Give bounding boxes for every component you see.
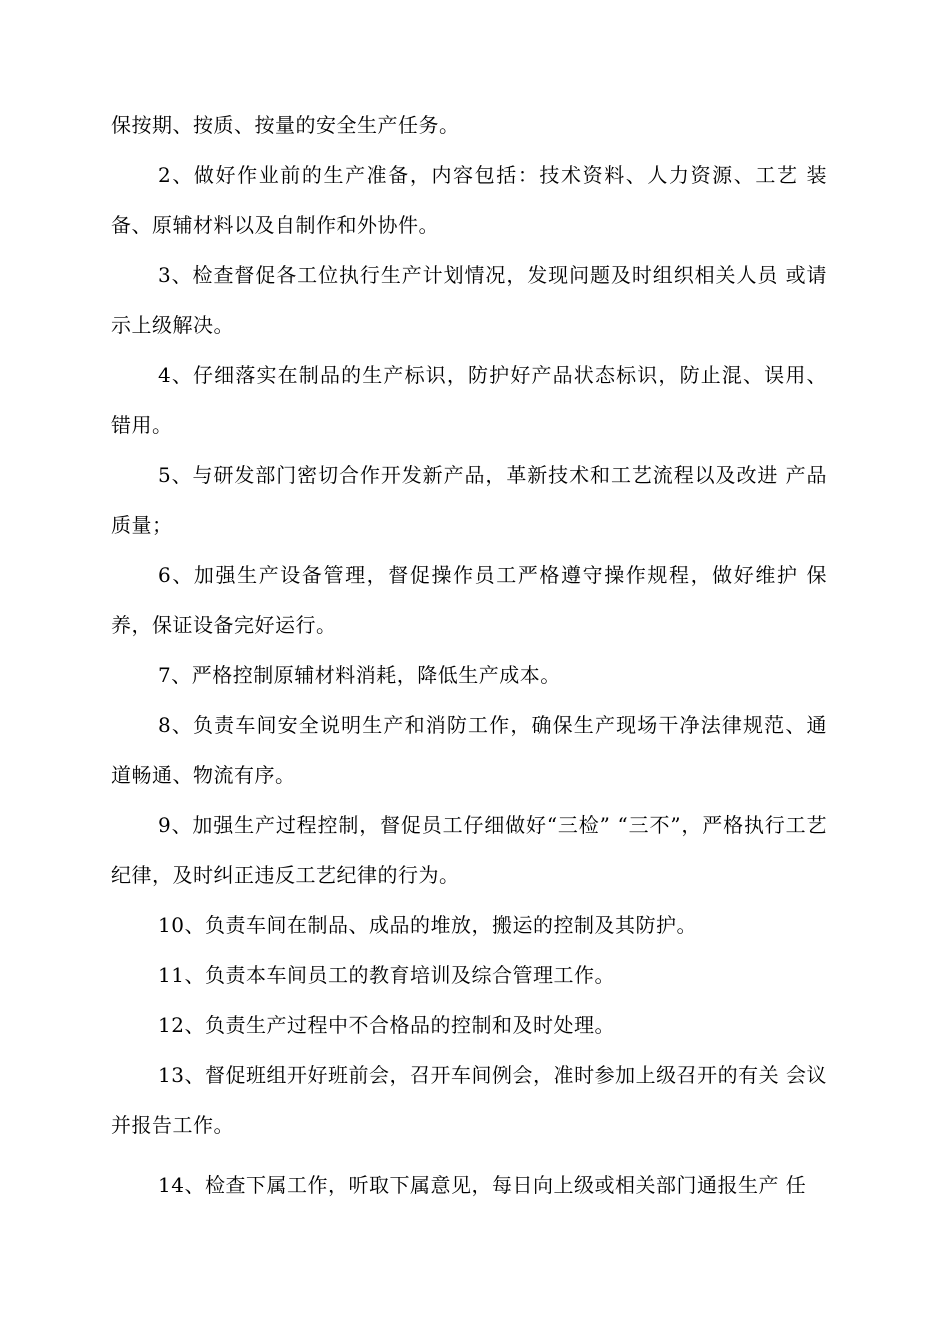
- document-body: [111, 100, 827, 1210]
- paragraph-item-11: 11、负责本车间员工的教育培训及综合管理工作。: [158, 963, 615, 987]
- paragraph-item-5: 5、与研发部门密切合作开发新产品，革新技术和工艺流程以及改进 产品质量；: [111, 463, 827, 537]
- paragraph-item-9: 9、加强生产过程控制，督促员工仔细做好“三检” “三不”，严格执行工艺纪律，及时纠正违反工艺纪律的行为。: [111, 813, 827, 887]
- paragraph-item-13: 13、督促班组开好班前会，召开车间例会，准时参加上级召开的有关 会议并报告工作。: [111, 1063, 827, 1137]
- paragraph-item-8: 8、负责车间安全说明生产和消防工作，确保生产现场干净法律规范、通道畅通、物流有序。: [111, 713, 827, 787]
- paragraph-item-4: 4、仔细落实在制品的生产标识，防护好产品状态标识，防止混、误用、错用。: [111, 363, 827, 437]
- paragraph-item-12: 12、负责生产过程中不合格品的控制和及时处理。: [158, 1013, 615, 1037]
- paragraph-item-10: 10、负责车间在制品、成品的堆放，搬运的控制及其防护。: [158, 913, 697, 937]
- paragraph-item-2: 2、做好作业前的生产准备，内容包括：技术资料、人力资源、工艺 装备、原辅材料以及自制作和外协件。: [111, 163, 827, 237]
- paragraph-item-7: 7、严格控制原辅材料消耗，降低生产成本。: [158, 663, 561, 687]
- paragraph-item-14: 14、检查下属工作，听取下属意见，每日向上级或相关部门通报生产 任: [158, 1173, 807, 1197]
- paragraph-item-6: 6、加强生产设备管理，督促操作员工严格遵守操作规程，做好维护 保养，保证设备完好运行。: [111, 563, 827, 637]
- paragraph-continuation: 保按期、按质、按量的安全生产任务。: [111, 113, 460, 137]
- paragraph-item-3: 3、检查督促各工位执行生产计划情况，发现问题及时组织相关人员 或请示上级解决。: [111, 263, 827, 337]
